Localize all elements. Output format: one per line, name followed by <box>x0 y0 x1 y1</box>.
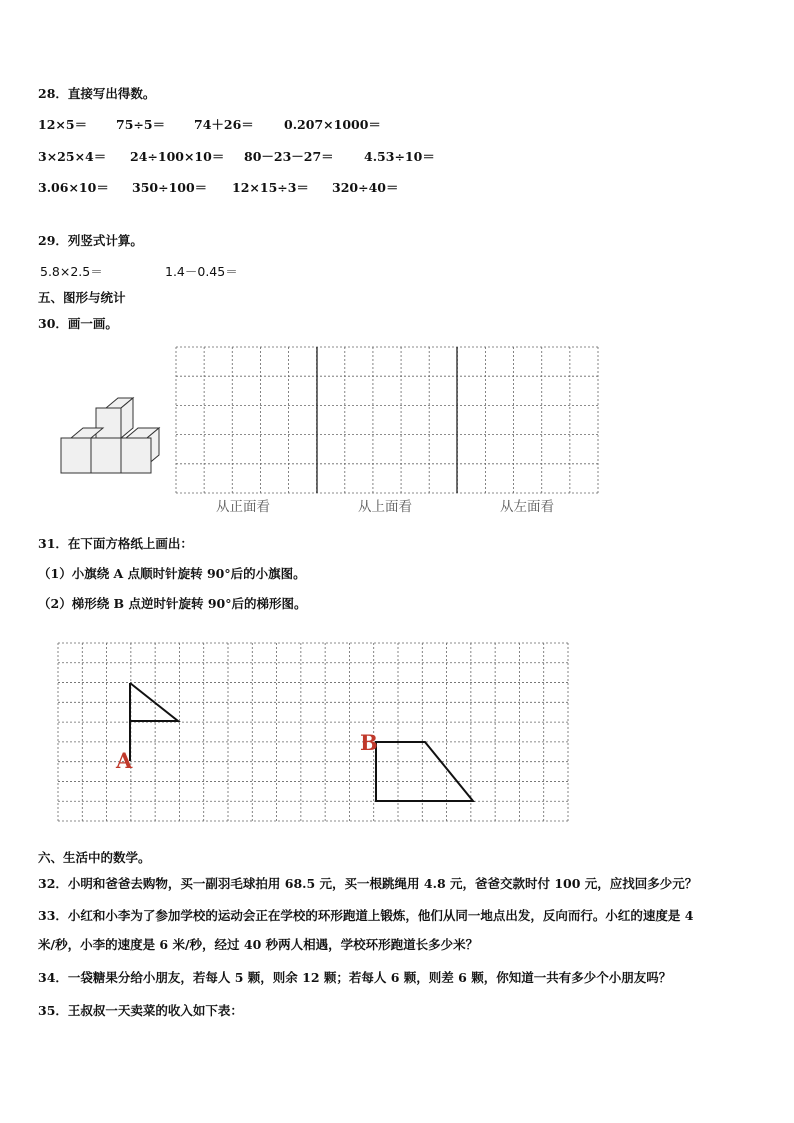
q35-text: 35．王叔叔一天卖菜的收入如下表： <box>38 1003 243 1018</box>
section-heading: 六、生活中的数学。 <box>38 850 151 865</box>
calc-item: 3.06×10＝ <box>38 180 109 195</box>
q31-sub2: （2）梯形绕 B 点逆时针旋转 90°后的梯形图。 <box>38 596 307 611</box>
q32-text: 32．小明和爸爸去购物，买一副羽毛球拍用 68.5 元，买一根跳绳用 4.8 元，爸爸交款时付 100 元，应找回多少元？ <box>38 876 698 891</box>
calc-item: 350÷100＝ <box>132 180 208 195</box>
calc-item: 320÷40＝ <box>332 180 399 195</box>
q30-title: 30．画一画。 <box>38 316 118 331</box>
calc-item: 4.53÷10＝ <box>364 149 435 164</box>
section-heading: 五、图形与统计 <box>38 290 126 305</box>
point-b-label: B <box>360 730 378 755</box>
view-label-front: 从正面看 <box>216 499 270 515</box>
calc-item: 74＋26＝ <box>194 117 254 132</box>
q33-text-line2: 米/秒，小李的速度是 6 米/秒，经过 40 秒两人相遇，学校环形跑道长多少米？ <box>38 937 479 952</box>
cube-stack-figure <box>55 395 165 477</box>
calc-item: 5.8×2.5＝ <box>40 264 103 279</box>
rotation-grid <box>58 643 568 823</box>
calc-item: 3×25×4＝ <box>38 149 107 164</box>
point-a-label: A <box>116 748 133 773</box>
views-grid <box>176 347 600 494</box>
calc-item: 12×5＝ <box>38 117 88 132</box>
calc-item: 75÷5＝ <box>116 117 166 132</box>
calc-item: 1.4－0.45＝ <box>165 264 238 279</box>
q34-text: 34．一袋糖果分给小朋友，若每人 5 颗，则余 12 颗；若每人 6 颗，则差 6 颗，你知道一共有多少个小朋友吗？ <box>38 970 672 985</box>
calc-item: 80－23－27＝ <box>244 149 334 164</box>
q31-sub1: （1）小旗绕 A 点顺时针旋转 90°后的小旗图。 <box>38 566 306 581</box>
calc-item: 24÷100×10＝ <box>130 149 225 164</box>
q31-title: 31．在下面方格纸上画出： <box>38 536 193 551</box>
calc-item: 12×15÷3＝ <box>232 180 309 195</box>
calc-item: 0.207×1000＝ <box>284 117 381 132</box>
view-label-left: 从左面看 <box>500 499 554 515</box>
flag-shape <box>130 683 178 761</box>
q28-title: 28．直接写出得数。 <box>38 86 156 101</box>
q33-text-line1: 33．小红和小李为了参加学校的运动会正在学校的环形跑道上锻炼，他们从同一地点出发，反向而行。小红的速度是 4 <box>38 908 694 923</box>
trapezoid-shape <box>376 742 473 801</box>
view-label-top: 从上面看 <box>358 499 412 515</box>
q29-title: 29．列竖式计算。 <box>38 233 143 248</box>
